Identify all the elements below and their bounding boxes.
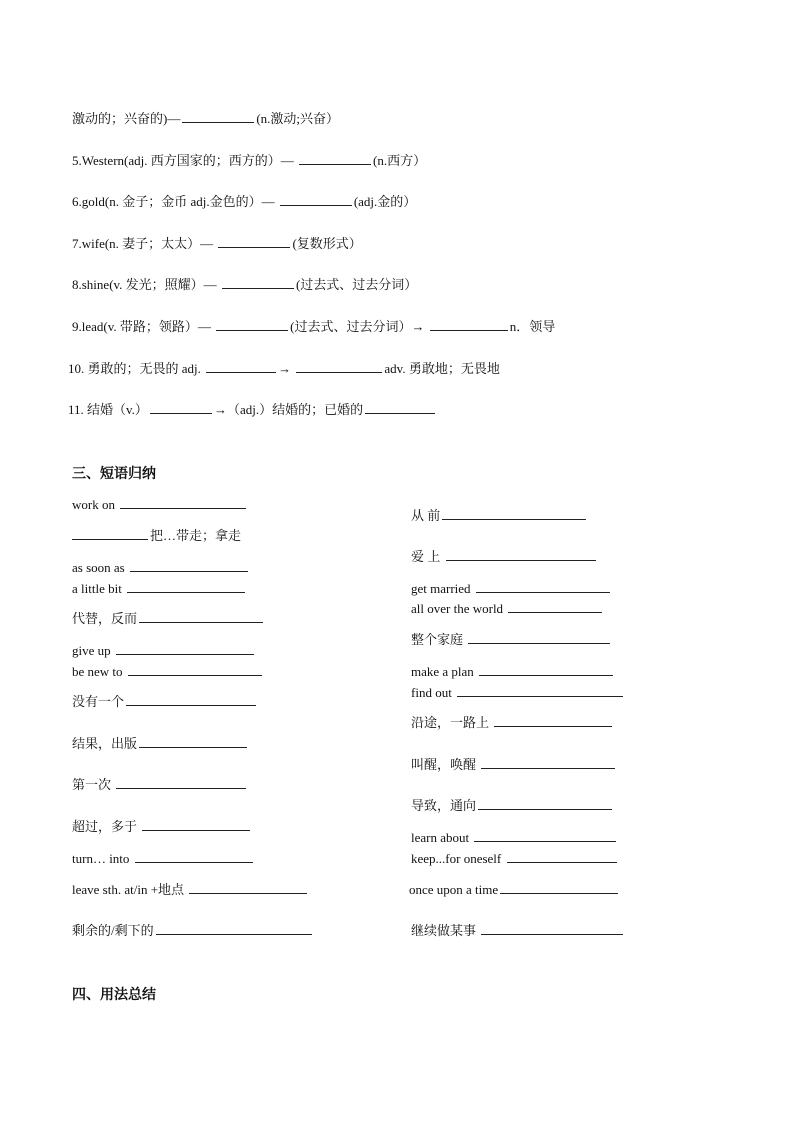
word-form-9: 9.lead(v. 带路；领路）— (过去式、过去分词）→ n．领导 <box>72 316 555 336</box>
phrase-right: get married <box>411 578 612 598</box>
answer-blank[interactable] <box>120 494 246 509</box>
answer-blank[interactable] <box>142 816 250 831</box>
answer-blank[interactable] <box>189 879 307 894</box>
answer-blank[interactable] <box>128 661 262 676</box>
phrase-right: learn about <box>411 827 618 847</box>
answer-blank[interactable] <box>481 920 623 935</box>
phrase-right: all over the world <box>411 598 604 618</box>
phrase-left: be new to <box>72 661 264 681</box>
phrase-right: find out <box>411 682 625 702</box>
answer-blank[interactable] <box>206 358 276 373</box>
answer-blank[interactable] <box>365 399 435 414</box>
section-3-heading: 三、短语归纳 <box>72 465 156 481</box>
phrase-left: 剩余的/剩下的 <box>72 920 314 940</box>
phrase-left: a little bit <box>72 578 247 598</box>
word-form-10: 10. 勇敢的；无畏的 adj. → adv. 勇敢地；无畏地 <box>68 358 500 378</box>
phrase-right: 沿途，一路上 <box>411 712 614 732</box>
phrase-left: as soon as <box>72 557 250 577</box>
answer-blank[interactable] <box>299 150 371 165</box>
answer-blank[interactable] <box>468 629 610 644</box>
answer-blank[interactable] <box>430 316 508 331</box>
phrase-right: 从 前 <box>411 505 588 525</box>
phrase-right: make a plan <box>411 661 615 681</box>
answer-blank[interactable] <box>218 233 290 248</box>
answer-blank[interactable] <box>280 191 352 206</box>
answer-blank[interactable] <box>457 682 623 697</box>
answer-blank[interactable] <box>222 274 294 289</box>
answer-blank[interactable] <box>478 795 612 810</box>
answer-blank[interactable] <box>216 316 288 331</box>
answer-blank[interactable] <box>442 505 586 520</box>
phrase-right: 继续做某事 <box>411 920 625 940</box>
phrase-right: 爱 上 <box>411 546 598 566</box>
phrase-left: work on <box>72 494 248 514</box>
answer-blank[interactable] <box>481 754 615 769</box>
phrase-left: 第一次 <box>72 774 248 794</box>
answer-blank[interactable] <box>508 598 602 613</box>
phrase-right: 导致，通向 <box>411 795 614 815</box>
phrase-left: give up <box>72 640 256 660</box>
word-form-4: 激动的；兴奋的)— (n.激动;兴奋） <box>72 108 339 128</box>
phrase-left: 结果，出版 <box>72 733 249 753</box>
answer-blank[interactable] <box>150 399 212 414</box>
section-4-heading: 四、用法总结 <box>72 986 156 1002</box>
answer-blank[interactable] <box>446 546 596 561</box>
answer-blank[interactable] <box>127 578 245 593</box>
phrase-right: keep...for oneself <box>411 848 619 868</box>
answer-blank[interactable] <box>494 712 612 727</box>
phrase-left: turn… into <box>72 848 255 868</box>
answer-blank[interactable] <box>479 661 613 676</box>
answer-blank[interactable] <box>500 879 618 894</box>
word-form-6: 6.gold(n. 金子；金币 adj.金色的）— (adj.金的） <box>72 191 416 211</box>
phrase-right: 叫醒，唤醒 <box>411 754 617 774</box>
phrase-left: leave sth. at/in +地点 <box>72 879 309 899</box>
answer-blank[interactable] <box>116 640 254 655</box>
answer-blank[interactable] <box>139 608 263 623</box>
word-form-5: 5.Western(adj. 西方国家的；西方的）— (n.西方） <box>72 150 426 170</box>
answer-blank[interactable] <box>116 774 246 789</box>
answer-blank[interactable] <box>182 108 254 123</box>
word-form-8: 8.shine(v. 发光；照耀）— (过去式、过去分词） <box>72 274 417 294</box>
phrase-left: 没有一个 <box>72 691 258 711</box>
answer-blank[interactable] <box>474 827 616 842</box>
answer-blank[interactable] <box>130 557 248 572</box>
answer-blank[interactable] <box>139 733 247 748</box>
answer-blank[interactable] <box>476 578 610 593</box>
word-form-7: 7.wife(n. 妻子；太太）— (复数形式） <box>72 233 362 253</box>
answer-blank[interactable] <box>296 358 382 373</box>
answer-blank[interactable] <box>126 691 256 706</box>
answer-blank[interactable] <box>156 920 312 935</box>
phrase-right: 整个家庭 <box>411 629 612 649</box>
phrase-left: 把…带走；拿走 <box>72 525 241 545</box>
answer-blank[interactable] <box>135 848 253 863</box>
answer-blank[interactable] <box>72 525 148 540</box>
phrase-left: 代替，反而 <box>72 608 265 628</box>
word-form-11: 11. 结婚（v.） →（adj.）结婚的；已婚的 <box>68 399 437 419</box>
phrase-right: once upon a time <box>409 879 620 899</box>
answer-blank[interactable] <box>507 848 617 863</box>
phrase-left: 超过，多于 <box>72 816 252 836</box>
